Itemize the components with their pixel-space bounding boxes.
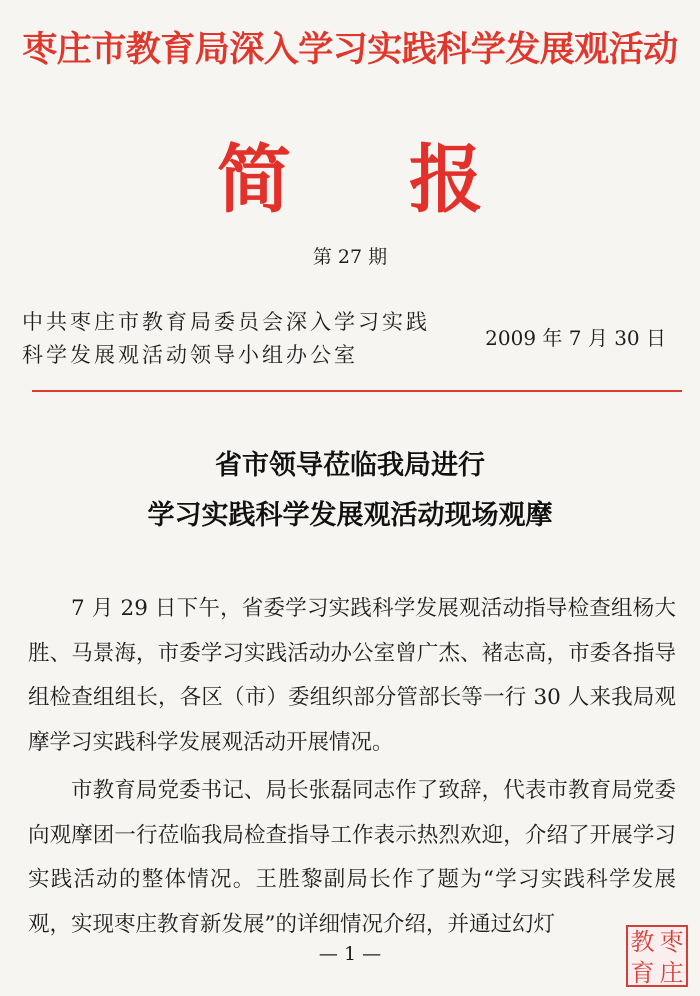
paragraph: 7 月 29 日下午，省委学习实践科学发展观活动指导检查组杨大胜、马景海，市委学习实践活动办公室曾广杰、褚志高，市委各指导组检查组组长，各区（市）委组织部分管部长等一行 30 人来我局观摩学习实践科学发展观活动开展情况。 [28,596,676,755]
headline-line-2: 学习实践科学发展观活动现场观摩 [147,500,553,531]
issuer-line-2: 科学发展观活动领导小组办公室 [22,343,358,367]
issuer-line-1: 中共枣庄市教育局委员会深入学习实践 [22,310,430,334]
seal-stamp [626,925,688,987]
seal-char: 枣 [659,928,684,956]
headline-line-1: 省市领导莅临我局进行 [215,450,485,481]
seal-char: 育 [630,959,655,987]
page-number: — 1 — [318,943,382,965]
issue-date: 2009 年 7 月 30 日 [485,326,666,350]
issue-number: 第 27 期 [312,246,388,268]
issuer-block [22,306,430,372]
seal-char: 教 [630,928,655,956]
paragraph: 市教育局党委书记、局长张磊同志作了致辞，代表市教育局党委向观摩团一行莅临我局检查指导工作表示热烈欢迎，介绍了开展学习实践活动的整体情况。王胜黎副局长作了题为“学习实践科学发展观，实现枣庄教育新发展”的详细情况介绍，并通过幻灯 [28,778,676,937]
seal-char: 庄 [659,959,684,987]
article-body [28,587,676,947]
masthead-title: 枣庄市教育局深入学习实践科学发展观活动 [22,29,678,70]
red-divider [32,390,682,392]
bulletin-title: 简报 [217,137,601,223]
